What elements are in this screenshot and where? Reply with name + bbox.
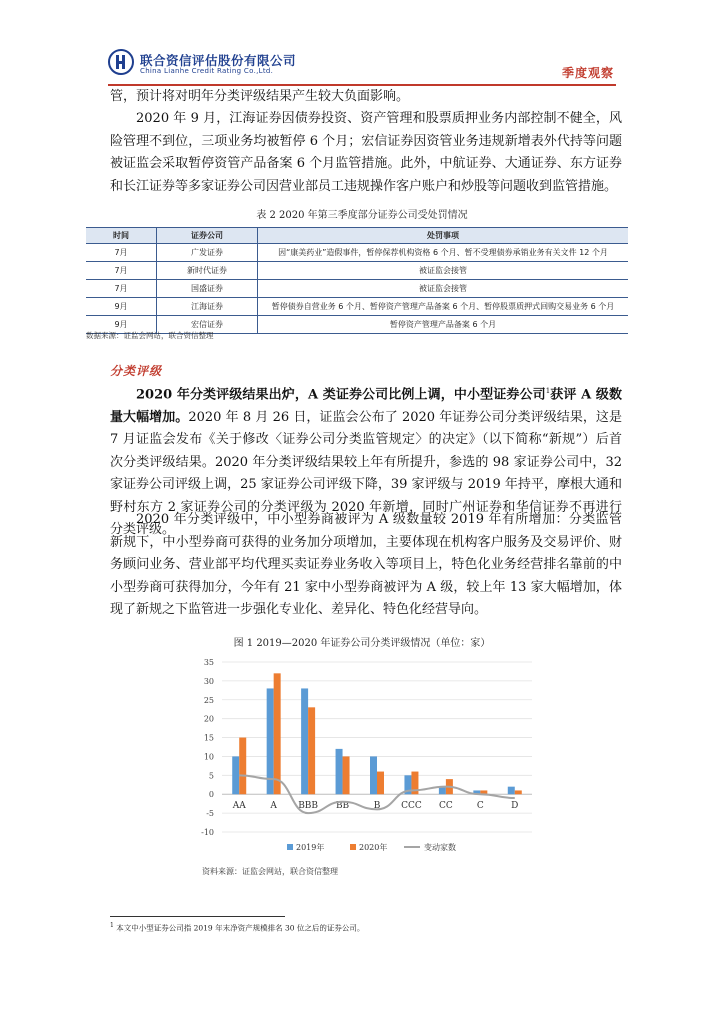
y-tick-label: 0 (208, 790, 214, 800)
table-cell: 暂停债券自营业务 6 个月、暂停资产管理产品备案 6 个月、暂停股票质押式回购交易业务 6 个月 (258, 298, 629, 316)
company-name-en: China Lianhe Credit Rating Co.,Ltd. (140, 67, 274, 75)
paragraph-rating-results: 2020 年分类评级结果出炉，A 类证券公司比例上调，中小型证券公司$^1$获评 A 级数量大幅增加。2020 年 8 月 26 日，证监会公布了 2020 年证券公司分类评级结果，这是 7 月证监会发布《关于修改〈证券公司分类监管规定〉的决定》（以下简称“新规”）后首次分类评级结果。2020 年分类评级结果较上年有所提升，参选的 98 家证券公司中，32 家证券公司评级上调，25 家证券公司评级下降，39 家评级与 2019 年持平，摩根大通和野村东方 2 家证券公司的分类评级为 2020 年新增，同时广州证券和华信证券不再进行分类评级。 (110, 387, 622, 538)
table-cell: 国盛证券 (157, 280, 258, 298)
y-tick-label: 35 (203, 658, 214, 667)
bar-2020年 (239, 738, 246, 795)
x-tick-label: CC (438, 801, 453, 812)
table-header-cell: 时间 (86, 228, 157, 244)
y-tick-label: 25 (203, 695, 214, 705)
legend-label: 变动家数 (424, 843, 456, 852)
table-cell: 被证监会接管 (258, 280, 629, 298)
bar-2019年 (336, 749, 343, 794)
table-cell: 因“康美药业”造假事件，暂停保荐机构资格 6 个月、暂不受理债券承销业务有关文件 12 个月 (258, 244, 629, 262)
bar-2020年 (377, 772, 384, 795)
y-tick-label: 5 (208, 771, 214, 781)
header-tag: 季度观察 (561, 66, 614, 80)
y-tick-label: 20 (203, 714, 214, 724)
table-header-cell: 证券公司 (157, 228, 258, 244)
footnote: $^1$ 本文中小型证券公司指 2019 年末净资产规模排名 30 位之后的证券公司。 (110, 922, 365, 933)
table-cell: 宏信证券 (157, 316, 258, 334)
rating-chart (0, 650, 724, 870)
paragraph-small-brokers: 2020 年分类评级中，中小型券商被评为 A 级数量较 2019 年有所增加：分类监管新规下，中小型券商可获得的业务加分项增加，主要体现在机构客户服务及交易评价、财务顾问业务、营业部平均代理买卖证券业务收入等项目上，特色化业务经营排名靠前的中小型券商可获得加分，今年有 21 家中小型券商被评为 A 级，较上年 13 家大幅增加，体现了新规之下监管进一步强化专业化、差异化、特色化经营导向。 (110, 512, 622, 617)
table-header-cell: 处罚事项 (258, 228, 629, 244)
x-tick-label: BBB (298, 801, 319, 812)
bar-2020年 (308, 707, 315, 794)
y-tick-label: 10 (203, 752, 214, 762)
table-source: 数据来源：证监会网站，联合资信整理 (86, 331, 214, 340)
x-tick-label: BB (335, 801, 350, 812)
x-tick-label: A (270, 801, 277, 812)
table-cell: 7月 (86, 280, 157, 298)
footnote-ref: 1 (545, 387, 551, 395)
bar-2020年 (343, 756, 350, 794)
chart-caption: 图 1 2019—2020 年证券公司分类评级情况（单位：家） (233, 638, 491, 649)
paragraph-continued: 管，预计将对明年分类评级结果产生较大负面影响。 (110, 89, 410, 104)
table-row (86, 244, 628, 262)
y-tick-label: -5 (206, 809, 214, 819)
legend-swatch (287, 844, 293, 850)
table-row (86, 262, 628, 280)
penalty-table (86, 227, 628, 334)
table-cell: 9月 (86, 316, 157, 334)
x-tick-label: B (373, 801, 381, 812)
y-tick-label: 15 (203, 733, 214, 743)
table-header-row (86, 228, 628, 244)
bar-2019年 (508, 787, 515, 795)
table-title: 表 2 2020 年第三季度部分证券公司受处罚情况 (256, 210, 468, 221)
company-logo-icon (108, 49, 134, 75)
legend-label: 2019年 (296, 843, 325, 852)
bar-2019年 (370, 756, 377, 794)
table-cell: 暂停资产管理产品备案 6 个月 (258, 316, 629, 334)
table-row (86, 280, 628, 298)
x-tick-label: D (511, 801, 519, 812)
page-header (0, 0, 724, 92)
table-cell: 江海证券 (157, 298, 258, 316)
table-cell: 7月 (86, 262, 157, 280)
bar-2020年 (274, 673, 281, 794)
table-cell: 新时代证券 (157, 262, 258, 280)
x-tick-label: CCC (401, 801, 422, 812)
paragraph-penalties: 2020 年 9 月，江海证券因债券投资、资产管理和股票质押业务内部控制不健全，风险管理不到位，三项业务均被暂停 6 个月；宏信证券因资管业务违规新增表外代持等问题被证监会采取暂停资管产品备案 6 个月监管措施。此外，中航证券、大通证券、东方证券和长江证券等多家证券公司因营业部员工违规操作客户账户和炒股等问题收到监管措施。 (110, 111, 622, 194)
section-title: 分类评级 (110, 364, 163, 378)
legend-swatch (350, 844, 356, 850)
x-tick-label: AA (232, 801, 246, 812)
chart-source: 资料来源：证监会网站，联合资信整理 (202, 867, 338, 876)
table-cell: 7月 (86, 244, 157, 262)
x-tick-label: C (476, 801, 484, 812)
table-cell: 被证监会接管 (258, 262, 629, 280)
legend-label: 2020年 (359, 843, 388, 852)
table-cell: 9月 (86, 298, 157, 316)
y-tick-label: 30 (203, 676, 214, 686)
bar-2019年 (301, 688, 308, 794)
bar-2020年 (515, 790, 522, 794)
footnote-divider (110, 916, 285, 917)
table-row (86, 298, 628, 316)
company-name: 联合资信评估股份有限公司 (140, 53, 297, 68)
table-cell: 广发证券 (157, 244, 258, 262)
y-tick-label: -10 (201, 828, 214, 837)
bar-2019年 (232, 756, 239, 794)
